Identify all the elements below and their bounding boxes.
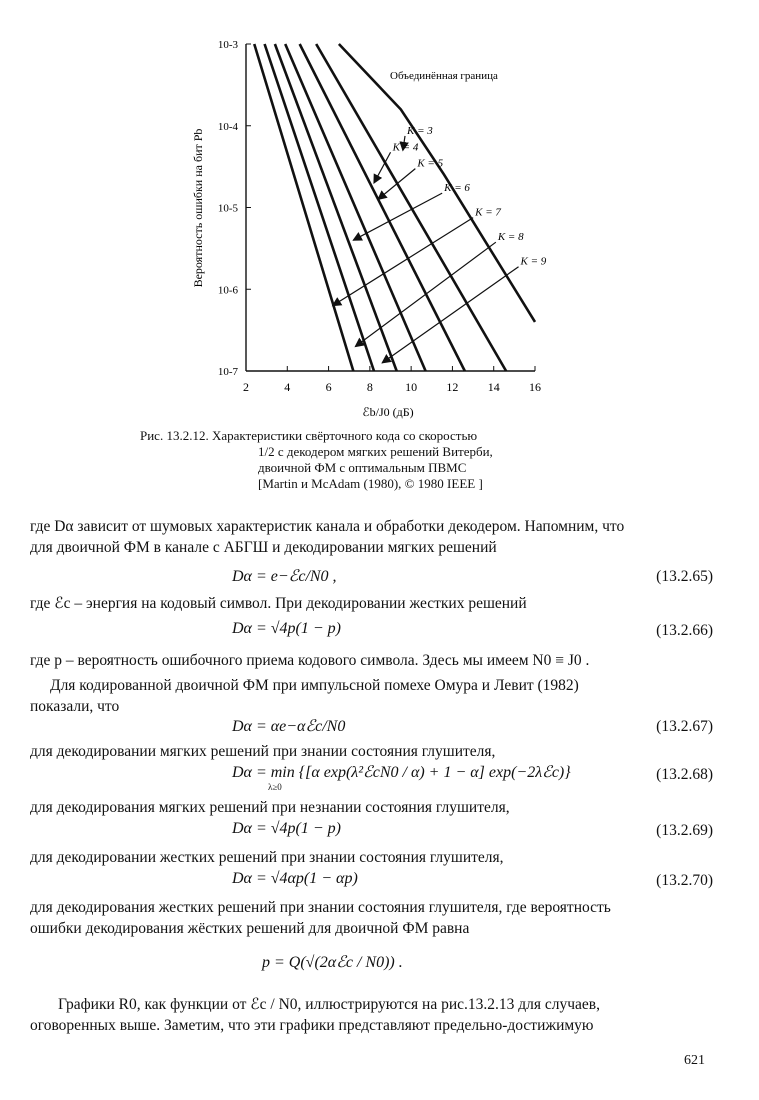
paragraph-9 <box>30 994 712 1036</box>
annotation-label: K = 9 <box>520 255 547 268</box>
equation-number: (13.2.68) <box>656 766 713 783</box>
paragraph-3: где p – вероятность ошибочного приема кодового символа. Здесь мы имеем N0 ≡ J0 . <box>30 652 590 669</box>
x-tick-label: 12 <box>446 380 459 394</box>
series-line-curve-3 <box>275 44 397 371</box>
annotation-label: K = 7 <box>475 206 501 219</box>
x-tick-label: 10 <box>405 380 418 394</box>
series-line-curve-2 <box>265 44 374 371</box>
paragraph-4 <box>30 675 712 717</box>
page-number: 621 <box>684 1053 705 1068</box>
annotation-arrow <box>333 218 473 306</box>
equation-number: (13.2.66) <box>656 622 713 639</box>
x-tick-label: 16 <box>529 380 541 394</box>
caption-line-3: двоичной ФМ с оптимальным ПВМС <box>258 460 467 475</box>
x-tick-label: 8 <box>366 380 373 394</box>
annotation-label: K = 8 <box>497 231 524 244</box>
paragraph-line: для двоичной ФМ в канале с АБГШ и декодировании мягких решений <box>30 539 497 556</box>
annotation-arrow <box>353 193 442 240</box>
paragraph-7: для декодировании жестких решений при знании состояния глушителя, <box>30 849 504 866</box>
series-line-Объединённая граница <box>339 44 535 322</box>
equation-13-2-67: Dα = αe−αℰc/N0 <box>232 718 346 735</box>
series-line-curve-4 <box>285 44 425 371</box>
equation-number: (13.2.69) <box>656 822 713 839</box>
equation-13-2-65: Dα = e−ℰc/N0 , <box>232 568 337 585</box>
equation-13-2-66: Dα = √4p(1 − p) <box>232 620 341 637</box>
equation-13-2-68: Dα = min {[α exp(λ²ℰcN0 / α) + 1 − α] exp(−2λℰc)} <box>232 764 571 781</box>
equation-number: (13.2.65) <box>656 568 713 585</box>
x-tick-label: 4 <box>284 380 291 394</box>
equation-number: (13.2.70) <box>656 872 713 889</box>
annotation-label: K = 3 <box>407 124 433 137</box>
y-tick-label: 10-3 <box>217 39 238 51</box>
caption-line-4: [Martin и McAdam (1980), © 1980 IEEE ] <box>258 476 483 491</box>
equation-q-function: p = Q(√(2αℰc / N0)) . <box>262 954 403 971</box>
paragraph-line: показали, что <box>30 698 120 715</box>
x-tick-label: 2 <box>243 380 249 394</box>
y-tick-label: 10-7 <box>217 366 238 378</box>
y-axis-label: Вероятность ошибки на бит Pb <box>191 128 205 288</box>
annotation-label: K = 4 <box>392 141 419 154</box>
x-tick-label: 6 <box>325 380 332 394</box>
paragraph-line: оговоренных выше. Заметим, что эти графики представляют предельно-достижимую <box>30 1017 594 1034</box>
ber-chart <box>180 30 560 422</box>
equation-13-2-69: Dα = √4p(1 − p) <box>232 820 341 837</box>
paragraph-line: Графики R0, как функции от ℰc / N0, иллюстрируются на рис.13.2.13 для случаев, <box>58 996 600 1013</box>
paragraph-6: для декодирования мягких решений при незнании состояния глушителя, <box>30 799 510 816</box>
paragraph-8 <box>30 897 712 939</box>
chart-title: Объединённая граница <box>390 70 498 82</box>
equation-number: (13.2.67) <box>656 718 713 735</box>
equation-13-2-70: Dα = √4αp(1 − αp) <box>232 870 358 887</box>
annotation-arrow <box>378 169 415 200</box>
caption-line-2: 1/2 с декодером мягких решений Витерби, <box>258 444 493 459</box>
paragraph-line: для декодирования жестких решений при знании состояния глушителя, где вероятность <box>30 899 611 916</box>
paragraph-line: ошибки декодирования жёстких решений для двоичной ФМ равна <box>30 920 470 937</box>
paragraph-2: где ℰc – энергия на кодовый символ. При декодировании жестких решений <box>30 595 527 612</box>
equation-subscript: λ≥0 <box>268 782 282 792</box>
series-line-curve-1 <box>254 44 353 371</box>
y-tick-label: 10-4 <box>217 120 238 133</box>
paragraph-5: для декодировании мягких решений при знании состояния глушителя, <box>30 743 496 760</box>
x-tick-label: 14 <box>487 380 500 394</box>
paragraph-line: Для кодированной двоичной ФМ при импульсной помехе Омура и Левит (1982) <box>50 677 579 694</box>
paragraph-1 <box>30 516 712 558</box>
figure-caption <box>140 428 600 492</box>
annotation-label: K = 5 <box>417 157 444 170</box>
x-axis-label: ℰb/J0 (дБ) <box>362 405 414 419</box>
y-tick-label: 10-6 <box>217 284 238 297</box>
annotation-label: K = 6 <box>444 182 470 195</box>
caption-line-1: Рис. 13.2.12. Характеристики свёрточного кода со скоростью <box>140 428 478 443</box>
paragraph-line: где Dα зависит от шумовых характеристик канала и обработки декодером. Напомним, что <box>30 518 625 535</box>
y-tick-label: 10-5 <box>217 202 238 215</box>
